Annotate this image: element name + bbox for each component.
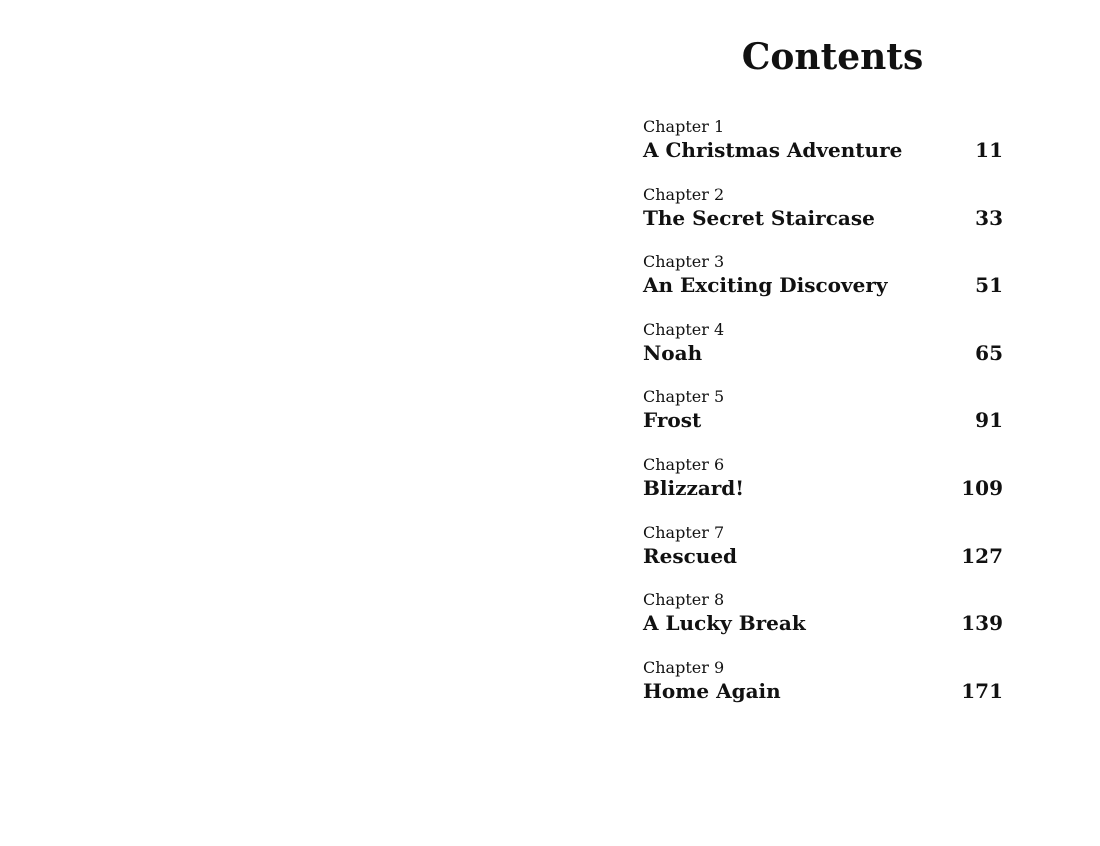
- chapter-line: [643, 475, 1003, 501]
- toc-entry-2: [643, 185, 1003, 253]
- chapter-page-number: 91: [975, 408, 1003, 433]
- chapter-title: Blizzard!: [643, 475, 745, 500]
- toc-entry-4: [643, 320, 1003, 388]
- toc-entry-7: [643, 523, 1003, 591]
- toc-entry-3: [643, 252, 1003, 320]
- chapter-line: [643, 543, 1003, 569]
- chapter-number: Chapter 3: [643, 252, 725, 272]
- chapter-title: Rescued: [643, 543, 738, 568]
- chapter-page-number: 171: [961, 678, 1003, 703]
- chapter-number: Chapter 7: [643, 522, 725, 542]
- toc-entry-1: [643, 117, 1003, 185]
- chapter-line: [643, 407, 1003, 433]
- chapter-title: Home Again: [643, 678, 781, 703]
- chapter-number: Chapter 8: [643, 590, 725, 610]
- chapter-line: [643, 137, 1003, 163]
- toc-entry-9: [643, 658, 1003, 726]
- table-of-contents: [643, 117, 1003, 725]
- chapter-number: Chapter 6: [643, 454, 725, 474]
- chapter-line: [643, 205, 1003, 231]
- chapter-page-number: 51: [975, 273, 1003, 298]
- chapter-title: A Christmas Adventure: [643, 138, 903, 162]
- right-page: [550, 0, 1100, 846]
- chapter-number: Chapter 4: [643, 319, 725, 339]
- page-title: Contents: [741, 36, 924, 78]
- chapter-page-number: 11: [975, 138, 1003, 162]
- toc-entry-8: [643, 590, 1003, 658]
- chapter-page-number: 139: [961, 611, 1003, 636]
- chapter-line: [643, 610, 1003, 636]
- chapter-line: [643, 272, 1003, 298]
- chapter-line: [643, 678, 1003, 704]
- chapter-title: Noah: [643, 340, 703, 365]
- chapter-line: [643, 340, 1003, 366]
- chapter-number: Chapter 1: [643, 117, 725, 136]
- chapter-title: A Lucky Break: [643, 611, 806, 636]
- chapter-number: Chapter 9: [643, 657, 725, 677]
- chapter-title: Frost: [643, 408, 702, 433]
- toc-entry-5: [643, 387, 1003, 455]
- chapter-page-number: 109: [961, 475, 1003, 500]
- chapter-title: An Exciting Discovery: [643, 273, 888, 298]
- toc-entry-6: [643, 455, 1003, 523]
- chapter-page-number: 127: [961, 543, 1003, 568]
- chapter-number: Chapter 5: [643, 387, 725, 407]
- chapter-number: Chapter 2: [643, 184, 725, 204]
- chapter-title: The Secret Staircase: [643, 205, 875, 230]
- chapter-page-number: 65: [975, 340, 1003, 365]
- chapter-page-number: 33: [975, 205, 1003, 230]
